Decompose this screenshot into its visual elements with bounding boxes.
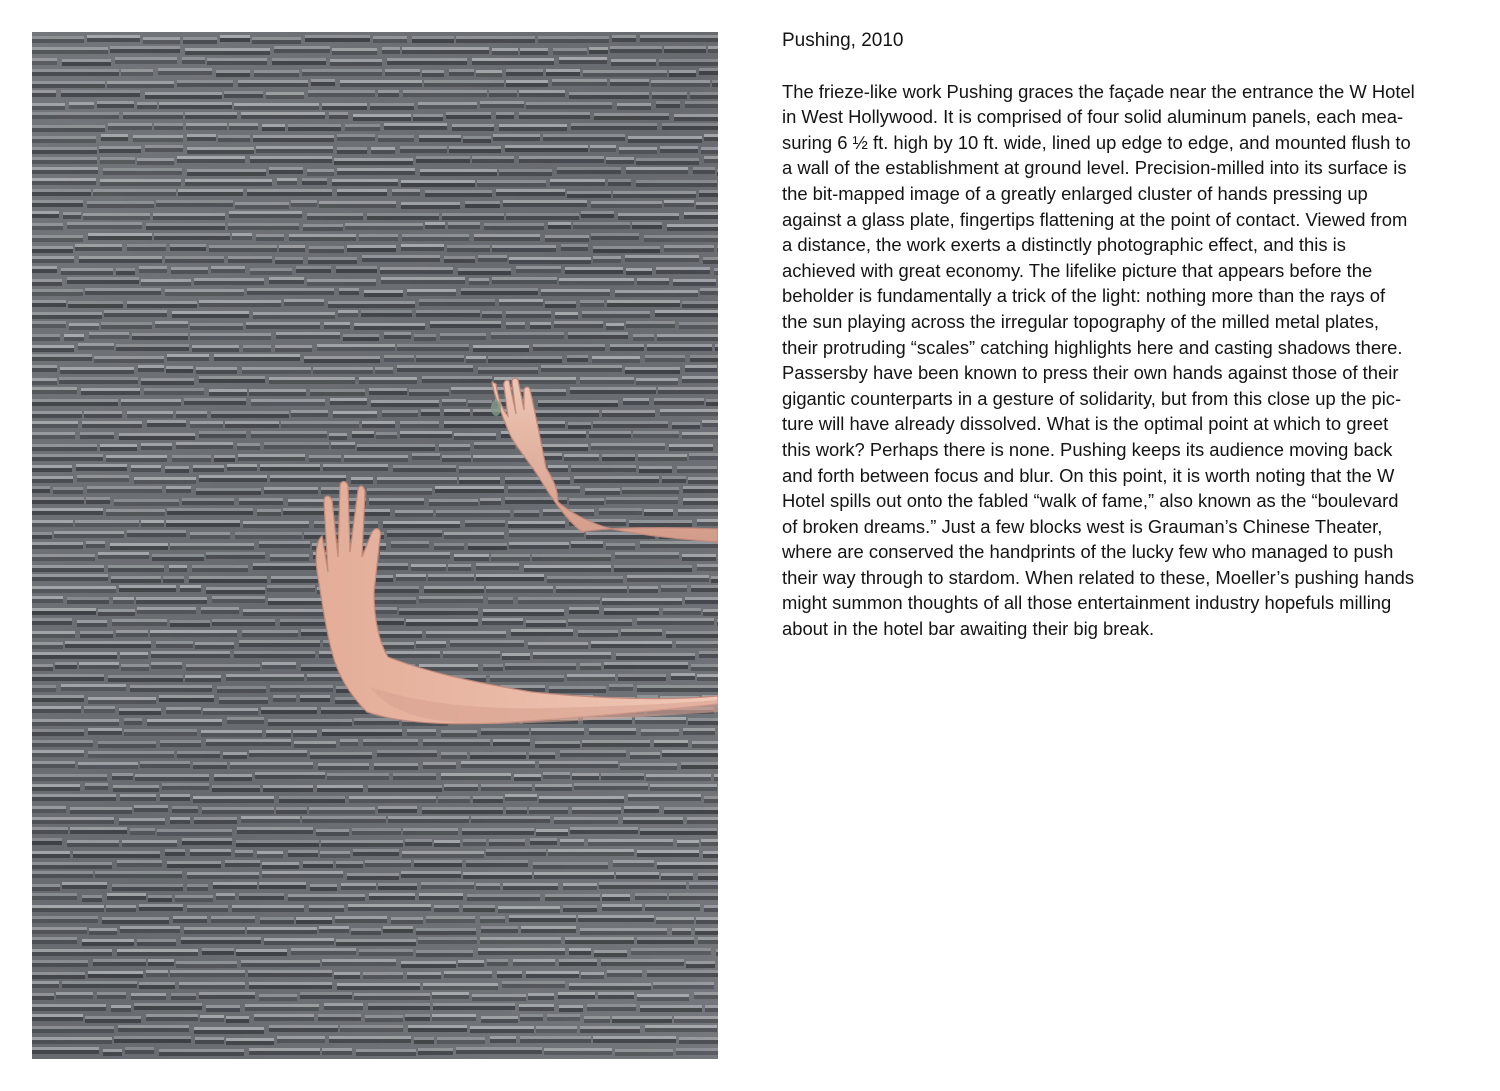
essay-line: The frieze-like work Pushing graces the façade near the entrance the W Hotel <box>782 80 1415 102</box>
essay-line: about in the hotel bar awaiting their big break. <box>782 618 1155 640</box>
essay-line: and forth between focus and blur. On this point, it is worth noting that the W <box>782 464 1395 486</box>
essay-line: their protruding “scales” catching highlights here and casting shadows there. <box>782 336 1403 358</box>
essay-line: achieved with great economy. The lifelike picture that appears before the <box>782 259 1373 281</box>
essay-column <box>782 28 1472 642</box>
essay-line: ture will have already dissolved. What is the optimal point at which to greet <box>782 413 1389 435</box>
essay-line: this work? Perhaps there is none. Pushing keeps its audience moving back <box>782 438 1393 460</box>
essay-line: Passersby have been known to press their own hands against those of their <box>782 362 1399 384</box>
essay-line: a wall of the establishment at ground level. Precision-milled into its surface is <box>782 157 1407 179</box>
essay-line: beholder is fundamentally a trick of the light: nothing more than the rays of <box>782 285 1386 307</box>
essay-line: a distance, the work exerts a distinctly photographic effect, and this is <box>782 234 1346 256</box>
essay-line: of broken dreams.” Just a few blocks west is Grauman’s Chinese Theater, <box>782 515 1383 537</box>
essay-line: gigantic counterparts in a gesture of solidarity, but from this close up the pic- <box>782 387 1402 409</box>
milled-aluminum-panel-with-hands-image <box>32 32 718 1059</box>
essay-line: might summon thoughts of all those entertainment industry hopefuls milling <box>782 592 1392 614</box>
essay-line: the bit-mapped image of a greatly enlarged cluster of hands pressing up <box>782 182 1368 204</box>
green-nail-polish <box>491 400 501 416</box>
essay-line: Hotel spills out onto the fabled “walk of fame,” also known as the “boulevard <box>782 490 1399 512</box>
essay-line: their way through to stardom. When related to these, Moeller’s pushing hands <box>782 566 1415 588</box>
essay-body <box>782 79 1472 642</box>
artwork-photo <box>32 32 718 1059</box>
work-title: Pushing, 2010 <box>782 30 904 51</box>
essay-line: the sun playing across the irregular topography of the milled metal plates, <box>782 310 1380 332</box>
essay-line: against a glass plate, fingertips flattening at the point of contact. Viewed from <box>782 208 1408 230</box>
essay-line: suring 6 ½ ft. high by 10 ft. wide, lined up edge to edge, and mounted flush to <box>782 131 1411 153</box>
essay-line: in West Hollywood. It is comprised of four solid aluminum panels, each mea- <box>782 106 1404 128</box>
essay-line: where are conserved the handprints of the lucky few who managed to push <box>782 541 1394 563</box>
